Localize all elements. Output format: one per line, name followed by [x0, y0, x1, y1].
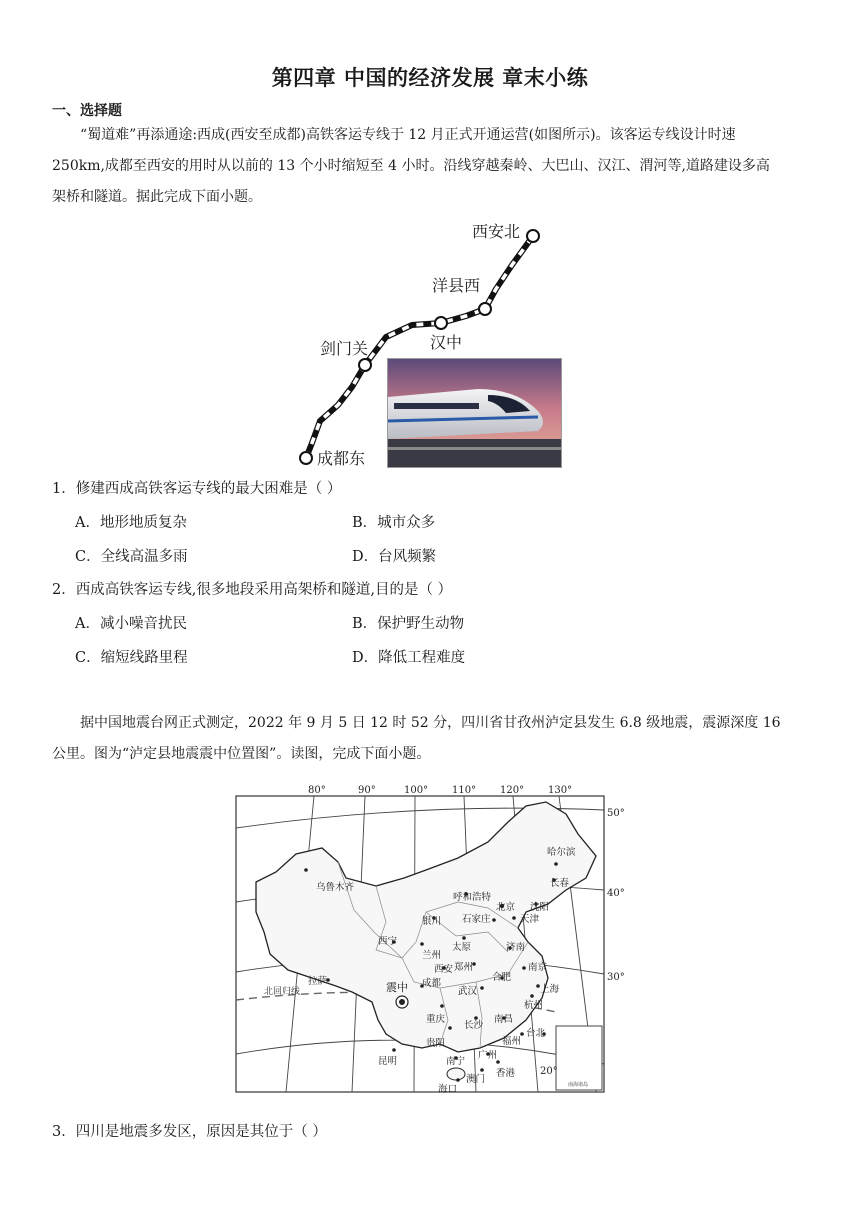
city: [506, 941, 526, 953]
epicenter-location-map: [226, 782, 630, 1096]
svg-text:海口: 海口: [438, 1084, 458, 1095]
svg-text:南宁: 南宁: [446, 1056, 466, 1067]
q2-option-b[interactable]: B．保护野生动物: [352, 616, 465, 632]
lon-label: 80°: [308, 785, 326, 796]
city: [453, 891, 492, 903]
hainan-island: [447, 1068, 465, 1080]
svg-text:呼和浩特: 呼和浩特: [453, 892, 492, 903]
city: [446, 1055, 466, 1067]
city: [526, 1027, 546, 1039]
lon-label: 100°: [404, 785, 429, 796]
svg-text:郑州: 郑州: [454, 962, 474, 973]
station-label-jianmenguan: 剑门关: [320, 339, 369, 358]
passage-2: [52, 708, 812, 770]
svg-text:沈阳: 沈阳: [530, 902, 550, 913]
lat-label: 40°: [607, 888, 625, 899]
question-1-stem: 1．修建西成高铁客运专线的最大困难是（ ）: [52, 481, 342, 497]
station-label-chengdu: 成都东: [317, 449, 366, 468]
inset-label: 南海诸岛: [568, 1082, 589, 1088]
svg-text:台北: 台北: [526, 1028, 546, 1039]
section-heading: 一、选择题: [52, 103, 122, 119]
passage-1-line: 250km,成都至西安的用时从以前的 13 个小时缩短至 4 小时。沿线穿越秦岭、大巴山、汉江、渭河等,道路建设多高: [52, 158, 770, 174]
svg-text:香港: 香港: [496, 1068, 516, 1079]
svg-text:长春: 长春: [550, 878, 570, 889]
passage-1-line: “蜀道难”再添通途:西成(西安至成都)高铁客运专线于 12 月正式开通运营(如图所示)。该客运专线设计时速: [80, 127, 736, 143]
lon-label: 90°: [358, 785, 376, 796]
train-photo: [387, 358, 562, 468]
lon-label: 130°: [548, 785, 573, 796]
city: [308, 975, 330, 987]
city: [496, 901, 516, 913]
svg-text:广州: 广州: [478, 1050, 498, 1061]
svg-text:贵阳: 贵阳: [426, 1038, 446, 1049]
page-title: 第四章 中国的经济发展 章末小练: [271, 66, 589, 90]
svg-text:杭州: 杭州: [524, 1000, 544, 1011]
station-marker: [527, 230, 539, 242]
svg-text:长沙: 长沙: [464, 1020, 484, 1031]
passage-1-line: 架桥和隧道。据此完成下面小题。: [52, 189, 262, 205]
svg-text:福州: 福州: [502, 1036, 522, 1047]
city: [422, 915, 441, 927]
q1-option-d[interactable]: D．台风频繁: [352, 549, 437, 565]
city: [530, 901, 549, 913]
city: [494, 1013, 513, 1025]
passage-1: [52, 120, 812, 213]
q2-option-d[interactable]: D．降低工程难度: [352, 650, 466, 666]
station-marker: [435, 317, 447, 329]
svg-text:南京: 南京: [528, 962, 548, 973]
svg-text:西宁: 西宁: [378, 936, 398, 947]
svg-text:上海: 上海: [540, 984, 560, 995]
lon-label: 110°: [452, 785, 477, 796]
city: [478, 1049, 497, 1061]
q1-option-c[interactable]: C．全线高温多雨: [75, 549, 188, 565]
city: [492, 971, 512, 983]
lat-label: 50°: [607, 808, 625, 819]
question-2-stem: 2．西成高铁客运专线,很多地段采用高架桥和隧道,目的是（ ）: [52, 582, 453, 598]
city: [454, 961, 476, 973]
city: [434, 963, 454, 975]
svg-text:乌鲁木齐: 乌鲁木齐: [316, 882, 355, 893]
svg-text:澳门: 澳门: [466, 1074, 486, 1085]
city: [550, 877, 570, 889]
svg-text:西安: 西安: [434, 964, 454, 975]
svg-text:武汉: 武汉: [458, 986, 478, 997]
svg-text:太原: 太原: [452, 942, 472, 953]
city: [420, 977, 441, 989]
city: [536, 983, 559, 995]
svg-text:南昌: 南昌: [494, 1014, 514, 1025]
epicenter-marker: [396, 996, 408, 1008]
south-china-sea-inset: [556, 1026, 602, 1090]
passage-2-line: 据中国地震台网正式测定，2022 年 9 月 5 日 12 时 52 分，四川省甘孜州泸定县发生 6.8 级地震，震源深度 16: [80, 715, 781, 731]
question-3-stem: 3．四川是地震多发区，原因是其位于（ ）: [52, 1124, 327, 1140]
station-marker: [479, 303, 491, 315]
q2-option-a[interactable]: A．减小噪音扰民: [75, 616, 187, 632]
q1-option-a[interactable]: A．地形地质复杂: [75, 515, 187, 531]
lat-label: 30°: [607, 972, 625, 983]
city: [378, 935, 398, 947]
q2-option-c[interactable]: C．缩短线路里程: [75, 650, 188, 666]
svg-text:成都: 成都: [422, 978, 442, 989]
svg-text:拉萨: 拉萨: [308, 976, 328, 987]
lat-label: 20°: [540, 1066, 558, 1077]
svg-text:石家庄: 石家庄: [462, 914, 491, 925]
svg-text:银川: 银川: [422, 916, 442, 927]
q1-option-b[interactable]: B．城市众多: [352, 515, 436, 531]
svg-text:重庆: 重庆: [426, 1014, 446, 1025]
svg-text:天津: 天津: [520, 914, 540, 925]
svg-text:昆明: 昆明: [378, 1056, 398, 1067]
lon-label: 120°: [500, 785, 525, 796]
station-marker: [300, 452, 312, 464]
svg-text:哈尔滨: 哈尔滨: [547, 847, 576, 858]
passage-2-line: 公里。图为“泸定县地震震中位置图”。读图，完成下面小题。: [52, 746, 431, 762]
epicenter-label: 震中: [386, 981, 408, 994]
svg-text:北京: 北京: [496, 902, 516, 913]
svg-text:兰州: 兰州: [422, 950, 442, 961]
tropic-label: 北回归线: [264, 987, 301, 997]
station-label-yangxian: 洋县西: [432, 276, 481, 295]
station-label-xian: 西安北: [472, 222, 521, 241]
station-marker: [359, 359, 371, 371]
svg-text:济南: 济南: [506, 942, 526, 953]
station-label-hanzhong: 汉中: [430, 333, 463, 352]
svg-text:合肥: 合肥: [492, 972, 512, 983]
